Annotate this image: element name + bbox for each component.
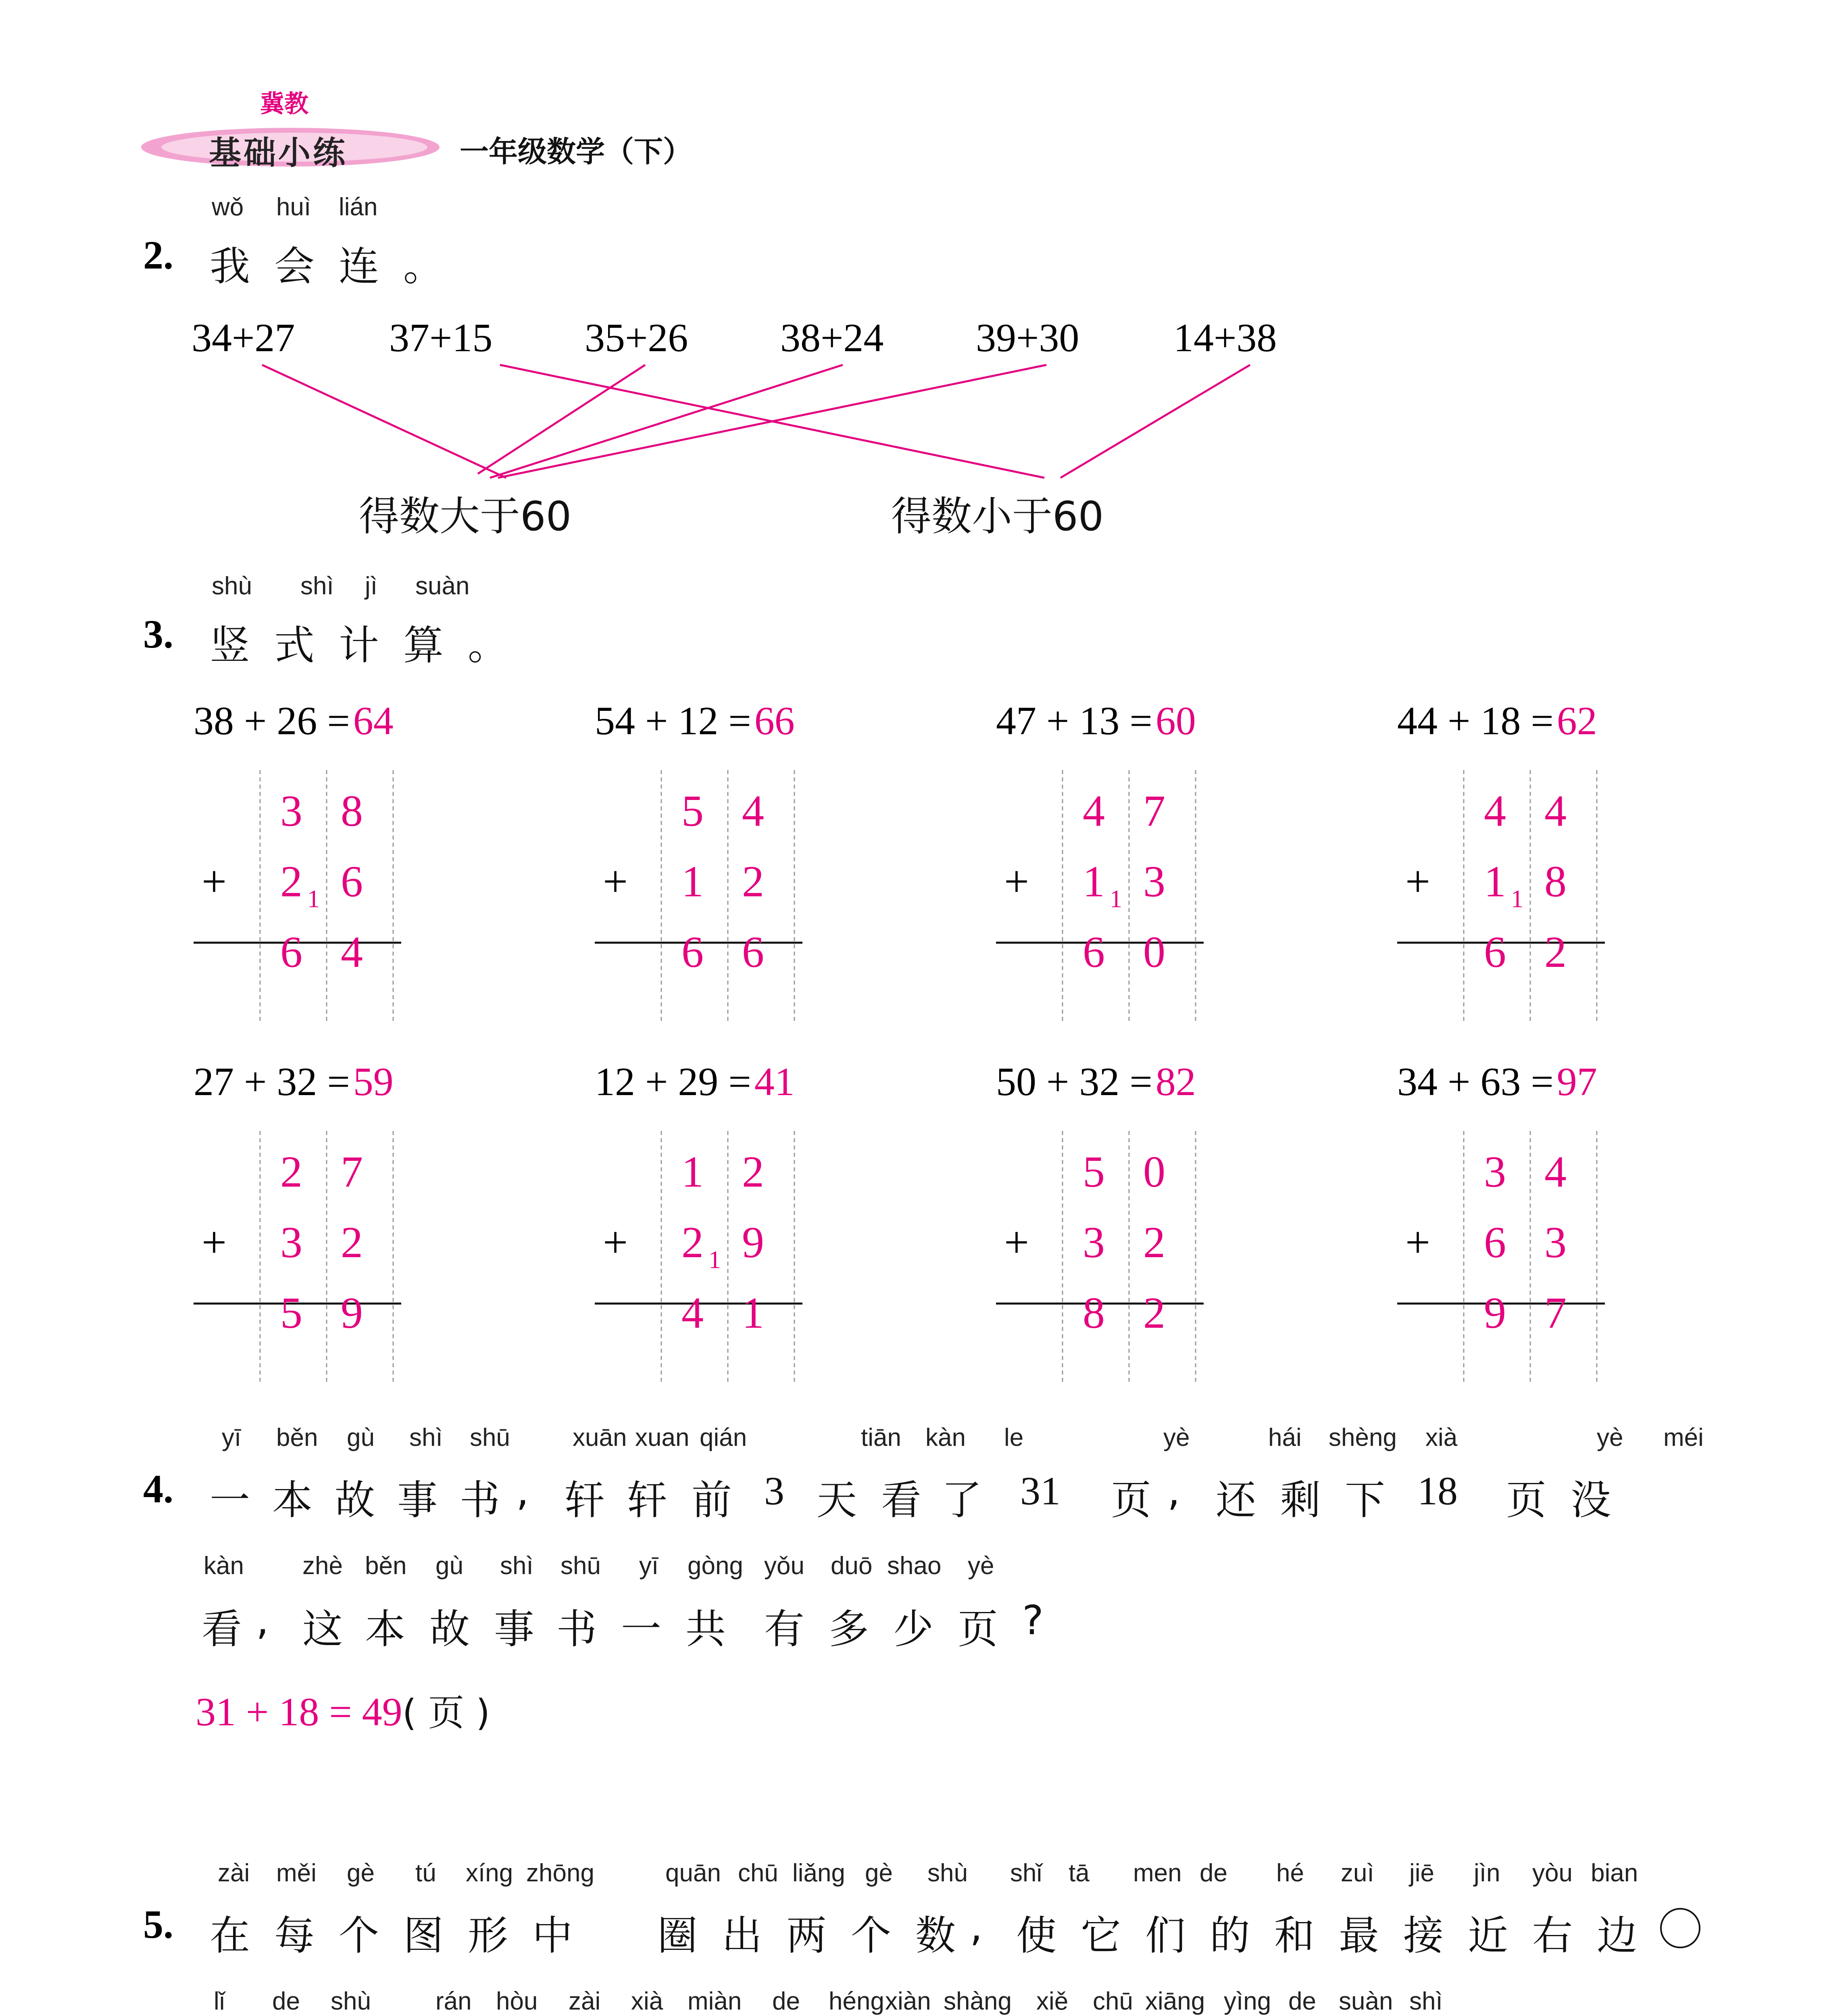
equation-answer: 97 <box>1556 1059 1597 1104</box>
digit: 2 <box>681 1218 704 1267</box>
digit: 5 <box>280 1288 302 1337</box>
q2-number: 2. <box>143 233 173 277</box>
expression: 34+27 <box>192 315 295 360</box>
digit: 6 <box>1484 927 1506 977</box>
match-line <box>478 365 645 474</box>
match-line <box>490 365 843 478</box>
plus-sign: + <box>1004 857 1029 906</box>
q3-number: 3. <box>143 612 173 656</box>
q2-pinyin: wǒ huì lián <box>212 193 378 221</box>
equation-answer: 62 <box>1556 698 1597 743</box>
q4-answer: 31 + 18 = 49( 页 ) <box>196 1689 490 1734</box>
digit: 1 <box>742 1288 764 1337</box>
digit: 4 <box>1484 786 1506 835</box>
digit: 5 <box>681 786 704 835</box>
digit: 6 <box>742 927 764 977</box>
digit: 6 <box>1484 1218 1506 1267</box>
plus-sign: + <box>603 857 628 906</box>
expression: 14+38 <box>1173 315 1277 360</box>
expression: 38+24 <box>780 315 884 360</box>
digit: 4 <box>681 1288 704 1337</box>
digit: 5 <box>1083 1147 1105 1196</box>
digit: 2 <box>742 1147 764 1196</box>
digit: 2 <box>1544 927 1567 977</box>
q4-number: 4. <box>143 1466 173 1511</box>
carry-digit: 1 <box>708 1246 721 1274</box>
equation-answer: 60 <box>1155 698 1196 743</box>
header-badge-label: 基础小练 <box>209 134 348 172</box>
digit: 3 <box>1544 1218 1567 1267</box>
equation-answer: 82 <box>1155 1059 1196 1104</box>
digit: 3 <box>1083 1218 1105 1267</box>
expression: 37+15 <box>389 315 493 360</box>
digit: 6 <box>280 927 302 977</box>
plus-sign: + <box>1405 857 1431 906</box>
digit: 4 <box>1544 1147 1567 1196</box>
equation: 12 + 29 =41 <box>595 1059 795 1104</box>
equation: 44 + 18 =62 <box>1397 698 1597 743</box>
expression: 35+26 <box>585 315 688 360</box>
equation: 27 + 32 =59 <box>194 1059 394 1104</box>
plus-sign: + <box>1004 1218 1029 1267</box>
digit: 2 <box>1143 1288 1165 1337</box>
carry-digit: 1 <box>307 885 320 913</box>
digit: 1 <box>681 1147 704 1196</box>
equation: 50 + 32 =82 <box>996 1059 1196 1104</box>
digit: 8 <box>341 786 363 835</box>
digit: 9 <box>742 1218 764 1267</box>
target-less-than: 得数小于60 <box>891 493 1104 540</box>
equation: 54 + 12 =66 <box>595 698 795 743</box>
equation-answer: 64 <box>353 698 394 743</box>
equation: 47 + 13 =60 <box>996 698 1196 743</box>
digit: 2 <box>742 857 764 906</box>
q2-title: 我会连。 <box>210 243 468 290</box>
expression: 39+30 <box>976 315 1079 360</box>
digit: 1 <box>681 857 704 906</box>
plus-sign: + <box>603 1218 628 1267</box>
equation-answer: 59 <box>353 1059 394 1104</box>
digit: 9 <box>341 1288 363 1337</box>
digit: 4 <box>1544 786 1567 835</box>
digit: 1 <box>1083 857 1105 906</box>
header-badge-top: 冀教 <box>260 90 308 118</box>
match-line <box>262 365 506 478</box>
digit: 4 <box>1083 786 1105 835</box>
plus-sign: + <box>202 1218 227 1267</box>
target-greater-than: 得数大于60 <box>359 493 572 540</box>
q5-number: 5. <box>143 1902 173 1947</box>
digit: 8 <box>1083 1288 1105 1337</box>
match-lines <box>262 365 1250 478</box>
equation: 34 + 63 =97 <box>1397 1059 1597 1104</box>
digit: 6 <box>1083 927 1105 977</box>
digit: 7 <box>1143 786 1165 835</box>
digit: 2 <box>280 1147 302 1196</box>
carry-digit: 1 <box>1511 885 1523 913</box>
carry-digit: 1 <box>1110 885 1122 913</box>
digit: 8 <box>1544 857 1567 906</box>
digit: 7 <box>341 1147 363 1196</box>
q3-pinyin: shù shì jì suàn <box>212 572 470 600</box>
digit: 4 <box>341 927 363 977</box>
equation: 38 + 26 =64 <box>194 698 394 743</box>
plus-sign: + <box>202 857 227 906</box>
equation-answer: 66 <box>754 698 795 743</box>
digit: 1 <box>1484 857 1506 906</box>
digit: 7 <box>1544 1288 1567 1337</box>
worksheet-page: 冀教 基础小练 一年级数学（下） wǒ huì lián 2. 我会连。 34+27 37+15 35+26 38+24 39+30 14+38 得数大于60 得数小于60 shù shì jì suàn 3. 竖式计算。 38 + 26 =64 3 8 + 2 1 6 6 4 54 + 12 =66 5 4 + 1 2 6 6 47 + 13 =60 4 7 + 1 1 3 6 0 44 + 18 =62 4 4 + 1 1 8 6 2 27 + 32 =59 2 7 + 3 2 5 9 12 + 29 =41 1 2 + 2 1 9 4 1 50 + 32 =82 5 0 + 3 2 8 2 34 + 63 =97 3 4 + 6 3 9 7 yī běn gù shì shū xuān xuan qián tiān kàn le yè hái shèng xià yè méi 4. 一 本 故 事 书 , 轩 轩 前 3 天 看 了 31 页 , 还 剩 下 18 页 没 kàn zhè běn gù shì shū yī gòng yǒu duō shao yè 看 , 这 本 故 事 书 一 共 有 多 少 页 ? 31 + 18 = 49( 页 ) zài měi gè tú xíng zhōng quān chū liǎng gè shù shǐ tā men de hé zuì jiē jìn yòu bian 5. 在 每 个 图 形 中 圈 出 两 个 数 , 使 它 们 的 和 最 接 近 右 边 lǐ de shù rán hòu zài xià miàn de héng xiàn shàng xiě chū xiāng yìng de suàn shì <box>0 0 1821 2016</box>
digit: 0 <box>1143 927 1165 977</box>
digit: 0 <box>1143 1147 1165 1196</box>
digit: 3 <box>280 786 302 835</box>
digit: 3 <box>1143 857 1165 906</box>
digit: 3 <box>280 1218 302 1267</box>
digit: 2 <box>280 857 302 906</box>
digit: 4 <box>742 786 764 835</box>
digit: 2 <box>341 1218 363 1267</box>
q3-title: 竖式计算。 <box>210 622 532 669</box>
header-subject: 一年级数学（下） <box>460 135 692 169</box>
equation-answer: 41 <box>754 1059 795 1104</box>
plus-sign: + <box>1405 1218 1431 1267</box>
digit: 3 <box>1484 1147 1506 1196</box>
vertical-calc-grid <box>194 770 1605 1385</box>
digit: 2 <box>1143 1218 1165 1267</box>
digit: 6 <box>341 857 363 906</box>
digit: 9 <box>1484 1288 1506 1337</box>
match-line <box>1061 365 1250 478</box>
blank-circle <box>1661 1909 1700 1947</box>
digit: 6 <box>681 927 704 977</box>
